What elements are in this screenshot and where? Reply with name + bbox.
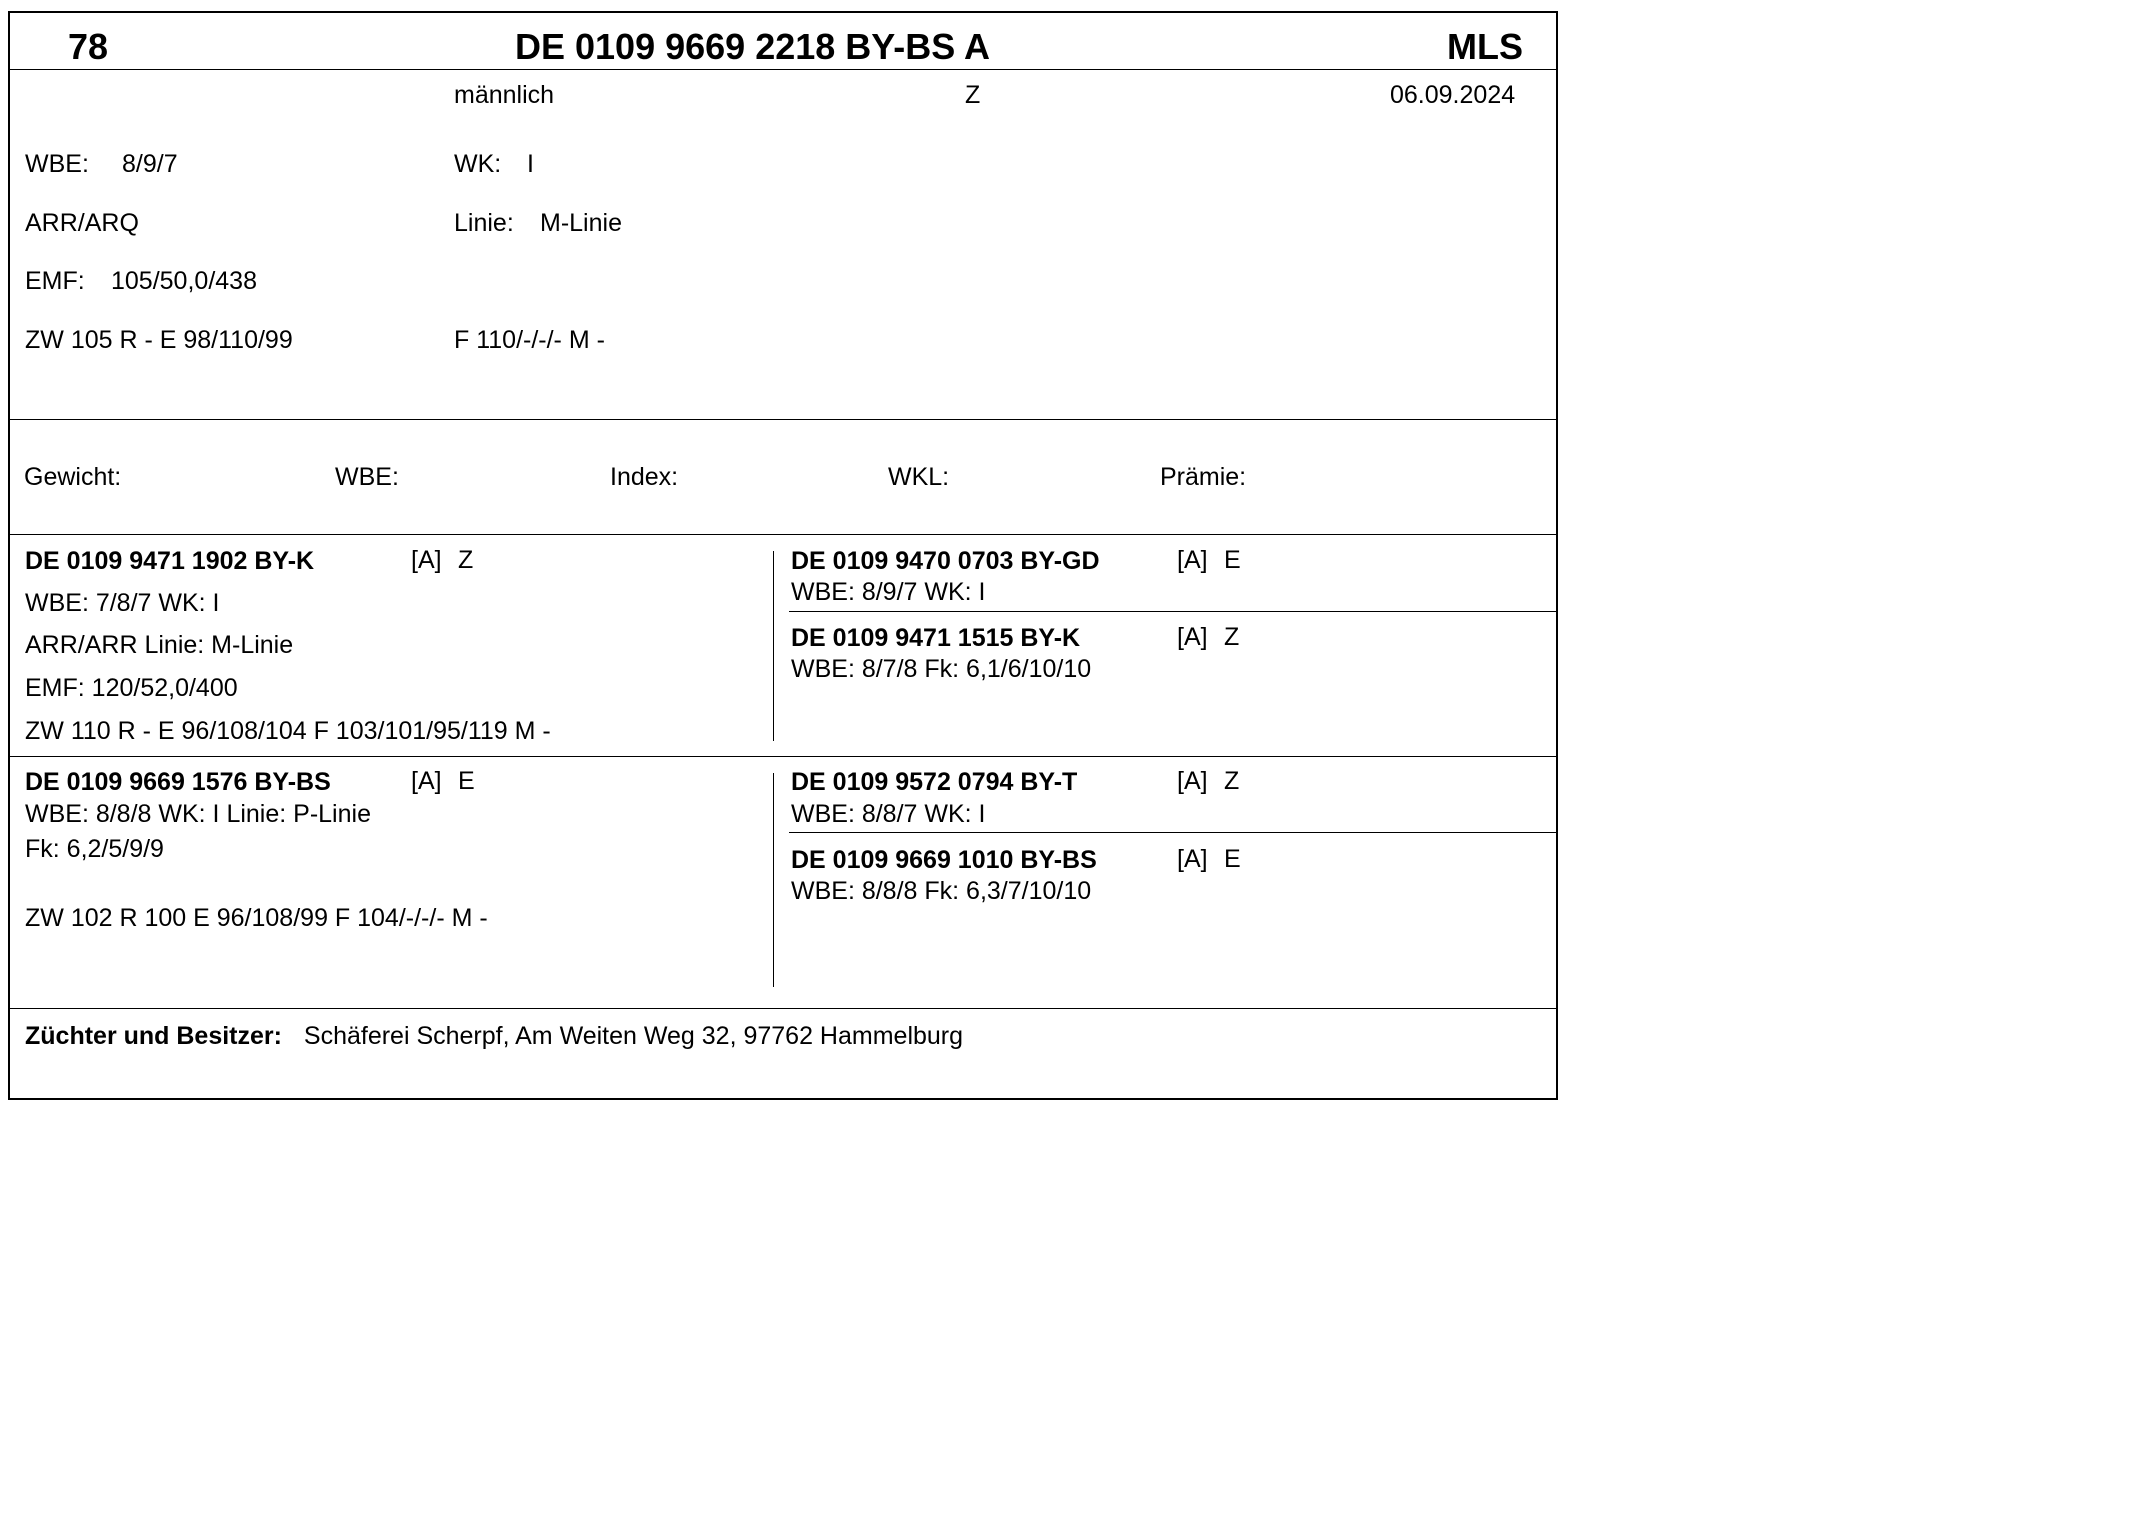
dam-dam-herdbook: E [1224,845,1241,873]
dam-sire-id: DE 0109 9572 0794 BY-T [791,768,1078,796]
dam-id: DE 0109 9669 1576 BY-BS [25,768,331,796]
sire-parents-divider [789,611,1556,612]
dam-herdbook: E [458,767,475,795]
dam-tag: [A] [411,767,442,795]
sex-value: männlich [454,81,555,109]
sire-sire-herdbook: E [1224,546,1241,574]
date-value: 06.09.2024 [1390,81,1516,109]
breed-code: MLS [1447,26,1523,67]
dam-dam-id: DE 0109 9669 1010 BY-BS [791,846,1097,874]
evaluation-divider [10,534,1556,535]
dam-sire-tag: [A] [1177,767,1208,795]
dam-sire-herdbook: Z [1224,767,1240,795]
dam-line-2: Fk: 6,2/5/9/9 [25,835,164,863]
sire-dam-line-1: WBE: 8/7/8 Fk: 6,1/6/10/10 [791,655,1092,683]
dam-dam-line-1: WBE: 8/8/8 Fk: 6,3/7/10/10 [791,877,1092,905]
sire-tag: [A] [411,546,442,574]
genotype-value: ARR/ARQ [25,209,139,237]
emf-value: 105/50,0/438 [111,267,257,295]
sire-herdbook: Z [458,546,474,574]
breeding-value-right: F 110/-/-/- M - [454,326,605,354]
sire-line-4: ZW 110 R - E 96/108/104 F 103/101/95/119 M - [25,717,551,745]
dam-sire-line-1: WBE: 8/8/7 WK: I [791,800,986,828]
breeder-owner [25,1021,963,1051]
index-label: Index: [610,463,679,491]
catalog-card [8,11,1558,1100]
dam-line-3: ZW 102 R 100 E 96/108/99 F 104/-/-/- M - [25,904,488,932]
sire-dam-id: DE 0109 9471 1515 BY-K [791,624,1081,652]
evaluation-wbe-label: WBE: [335,463,399,491]
herdbook-value: Z [965,81,981,109]
breeder-value: Schäferei Scherpf, Am Weiten Weg 32, 97762 Hammelburg [303,1022,964,1050]
breeding-value-left: ZW 105 R - E 98/110/99 [25,326,293,354]
sire-sire-tag: [A] [1177,546,1208,574]
premium-label: Prämie: [1160,463,1247,491]
line-label: Linie: [454,209,514,237]
wk-label: WK: [454,150,502,178]
dam-column-divider [773,773,774,987]
sire-line-1: WBE: 7/8/7 WK: I [25,589,220,617]
sire-sire-id: DE 0109 9470 0703 BY-GD [791,547,1100,575]
sire-sire-line-1: WBE: 8/9/7 WK: I [791,578,986,606]
wkl-label: WKL: [888,463,950,491]
footer-divider [10,1008,1556,1009]
animal-id: DE 0109 9669 2218 BY-BS A [515,26,990,67]
sire-line-3: EMF: 120/52,0/400 [25,674,238,702]
line-value: M-Linie [540,209,622,237]
header-divider [10,69,1556,70]
info-divider [10,419,1556,420]
sire-dam-herdbook: Z [1224,623,1240,651]
sire-dam-tag: [A] [1177,623,1208,651]
emf-label: EMF: [25,267,85,295]
sire-id: DE 0109 9471 1902 BY-K [25,547,315,575]
sire-dam-block-divider [10,756,1556,757]
dam-line-1: WBE: 8/8/8 WK: I Linie: P-Linie [25,800,371,828]
dam-dam-tag: [A] [1177,845,1208,873]
wbe-value: 8/9/7 [122,150,178,178]
catalog-number: 78 [68,26,109,67]
wk-value: I [527,150,534,178]
weight-label: Gewicht: [24,463,122,491]
wbe-label: WBE: [25,150,89,178]
breeder-label: Züchter und Besitzer: [25,1022,282,1050]
dam-parents-divider [789,832,1556,833]
sire-column-divider [773,551,774,741]
sire-line-2: ARR/ARR Linie: M-Linie [25,631,294,659]
